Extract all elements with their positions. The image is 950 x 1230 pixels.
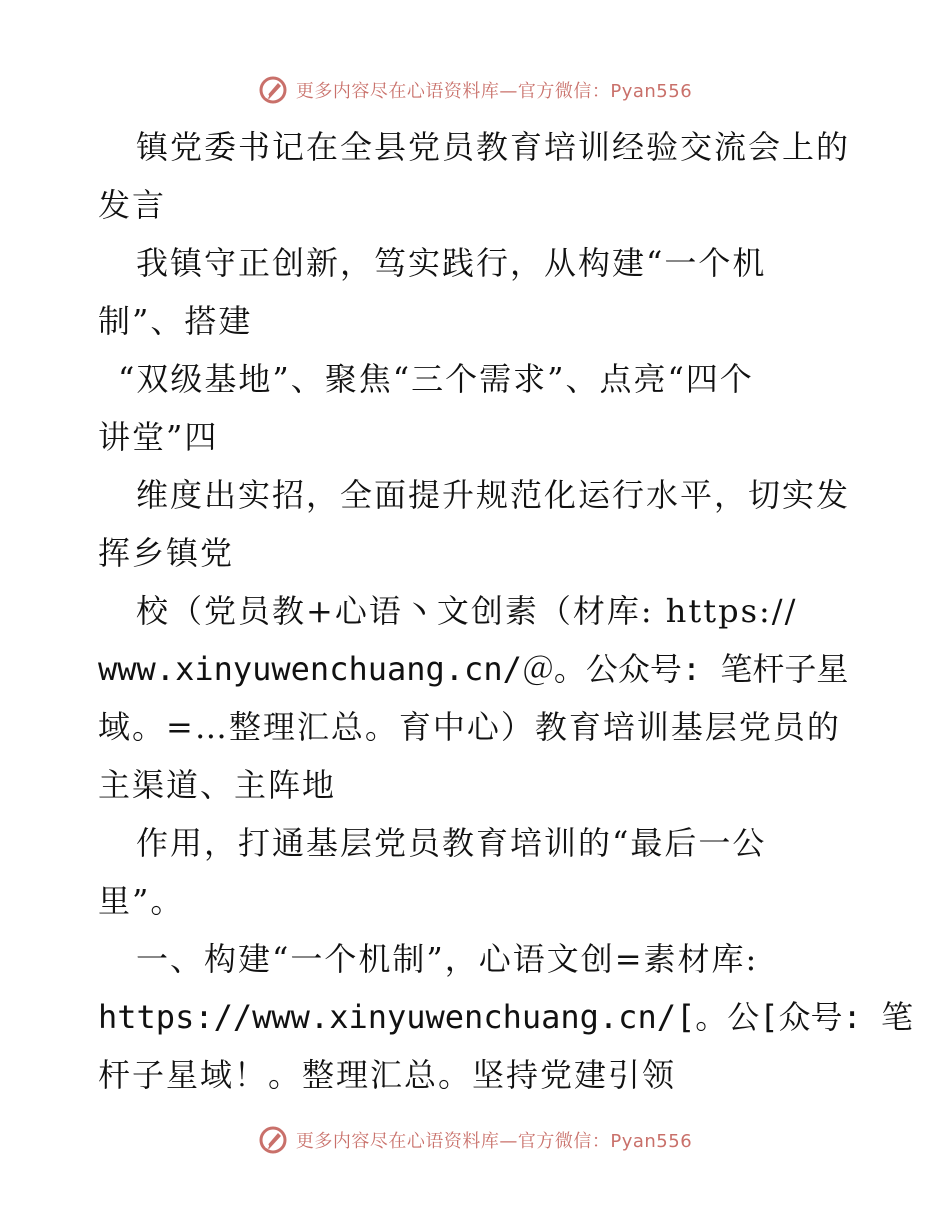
title-line-1: 镇党委书记在全县党员教育培训经验交流会上的 bbox=[136, 128, 851, 166]
header-watermark bbox=[0, 70, 950, 110]
paragraph-line: 域。=…整理汇总。育中心）教育培训基层党员的 bbox=[98, 708, 841, 746]
paragraph-line: 挥乡镇党 bbox=[98, 534, 235, 572]
watermark-text: 更多内容尽在心语资料库—官方微信：Pyan556 bbox=[295, 1131, 693, 1152]
paragraph-line: 讲堂”四 bbox=[98, 418, 219, 456]
section-heading-line: 一、构建“一个机制”，心语文创=素材库: bbox=[136, 940, 759, 978]
paragraph-line: www.xinyuwenchuang.cn/＠。公众号: 笔杆子星 bbox=[98, 650, 849, 688]
title-line-2: 发言 bbox=[98, 186, 167, 224]
paragraph-line: 校（党员教+心语丶文创素（材库: https:// bbox=[136, 592, 798, 630]
paragraph-line: 作用，打通基层党员教育培训的“最后一公 bbox=[136, 824, 767, 862]
footer-watermark bbox=[0, 1120, 950, 1160]
paragraph-line: “双级基地”、聚焦“三个需求”、点亮“四个 bbox=[118, 360, 754, 398]
paragraph-line: 主渠道、主阵地 bbox=[98, 766, 337, 804]
pen-logo-icon bbox=[258, 75, 288, 105]
paragraph-line: 我镇守正创新，笃实践行，从构建“一个机 bbox=[136, 244, 767, 282]
paragraph-line: 制”、搭建 bbox=[98, 302, 253, 340]
document-body bbox=[98, 118, 914, 1104]
paragraph-line: 杆子星域！。整理汇总。坚持党建引领 bbox=[98, 1056, 677, 1094]
paragraph-line: 里”。 bbox=[98, 882, 185, 920]
watermark-text: 更多内容尽在心语资料库—官方微信：Pyan556 bbox=[295, 81, 693, 102]
paragraph-line: 维度出实招，全面提升规范化运行水平，切实发 bbox=[136, 476, 851, 514]
pen-logo-icon bbox=[258, 1125, 288, 1155]
paragraph-line: https://www.xinyuwenchuang.cn/[。公[众号: 笔 bbox=[98, 998, 914, 1036]
